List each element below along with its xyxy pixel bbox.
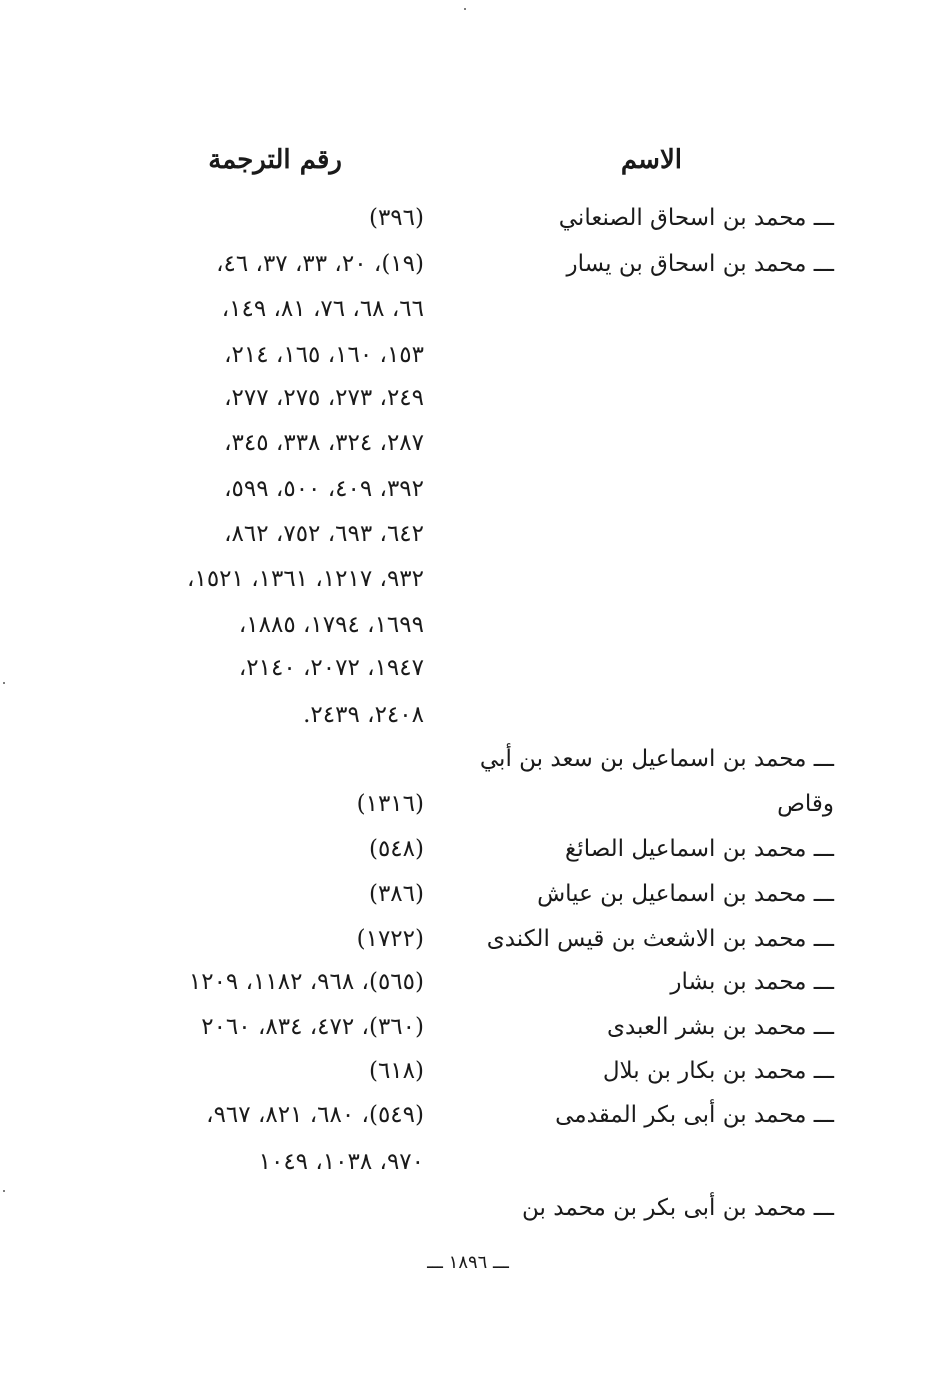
entry-numbers: ٩٧٠، ١٠٣٨، ١٠٤٩ xyxy=(258,1149,424,1175)
entry-numbers: ٢٨٧، ٣٢٤، ٣٣٨، ٣٤٥، xyxy=(224,430,424,456)
entry-name: ـــ محمد بن اسماعيل الصائغ xyxy=(565,836,834,862)
entry-numbers: (٥٤٨) xyxy=(368,836,424,862)
entry-numbers: (٦١٨) xyxy=(368,1058,424,1084)
entry-numbers: (٣٩٦) xyxy=(368,205,424,231)
entry-numbers: ٢٤٠٨، ٢٤٣٩. xyxy=(303,702,424,728)
entry-name: ـــ محمد بن اسحاق الصنعاني xyxy=(558,205,834,231)
entry-numbers: ٩٣٢، ١٢١٧، ١٣٦١، ١٥٢١، xyxy=(187,566,424,592)
entry-numbers: ٦٤٢، ٦٩٣، ٧٥٢، ٨٦٢، xyxy=(224,521,424,547)
entry-numbers: ١٥٣، ١٦٠، ١٦٥، ٢١٤، xyxy=(224,342,424,368)
entry-name: ـــ محمد بن اسماعيل بن عياش xyxy=(537,881,834,907)
page-number: ـــ ١٨٩٦ ـــ xyxy=(427,1252,509,1273)
column-header-number: رقم الترجمة xyxy=(208,145,342,175)
entry-name: ـــ محمد بن بشار xyxy=(670,969,834,995)
entry-name: ـــ محمد بن أبى بكر المقدمى xyxy=(555,1102,834,1128)
entry-numbers: ٦٦، ٦٨، ٧٦، ٨١، ١٤٩، xyxy=(221,296,424,322)
entry-numbers: (١٣١٦) xyxy=(356,791,424,817)
entry-name: ـــ محمد بن اسحاق بن يسار xyxy=(566,251,834,277)
entry-numbers: ١٩٤٧، ٢٠٧٢، ٢١٤٠، xyxy=(238,655,424,681)
entry-name: ـــ محمد بن أبى بكر بن محمد بن xyxy=(522,1195,834,1221)
scan-speck xyxy=(3,682,5,684)
scan-speck xyxy=(464,8,466,10)
entry-numbers: (٣٦٠)، ٤٧٢، ٨٣٤، ٢٠٦٠ xyxy=(201,1014,424,1040)
entry-numbers: ١٦٩٩، ١٧٩٤، ١٨٨٥، xyxy=(238,612,424,638)
entry-name: ـــ محمد بن بشر العبدى xyxy=(606,1014,834,1040)
entry-name: ـــ محمد بن الاشعث بن قيس الكندى xyxy=(486,926,834,952)
entry-numbers: ٣٩٢، ٤٠٩، ٥٠٠، ٥٩٩، xyxy=(224,476,424,502)
entry-numbers: (٥٦٥)، ٩٦٨، ١١٨٢، ١٢٠٩ xyxy=(188,969,424,995)
column-header-name: الاسم xyxy=(620,145,682,175)
entry-name: ـــ محمد بن اسماعيل بن سعد بن أبي xyxy=(479,746,834,772)
scan-speck xyxy=(3,1190,5,1192)
entry-numbers: (٣٨٦) xyxy=(368,881,424,907)
entry-numbers: (٥٤٩)، ٦٨٠، ٨٢١، ٩٦٧، xyxy=(206,1102,424,1128)
entry-numbers: ٢٤٩، ٢٧٣، ٢٧٥، ٢٧٧، xyxy=(224,385,424,411)
entry-name-continuation: وقاص xyxy=(777,791,834,817)
entry-name: ـــ محمد بن بكار بن بلال xyxy=(602,1058,834,1084)
entry-numbers: (١٧٢٢) xyxy=(356,926,424,952)
entry-numbers: (١٩)، ٢٠، ٣٣، ٣٧، ٤٦، xyxy=(216,251,424,277)
